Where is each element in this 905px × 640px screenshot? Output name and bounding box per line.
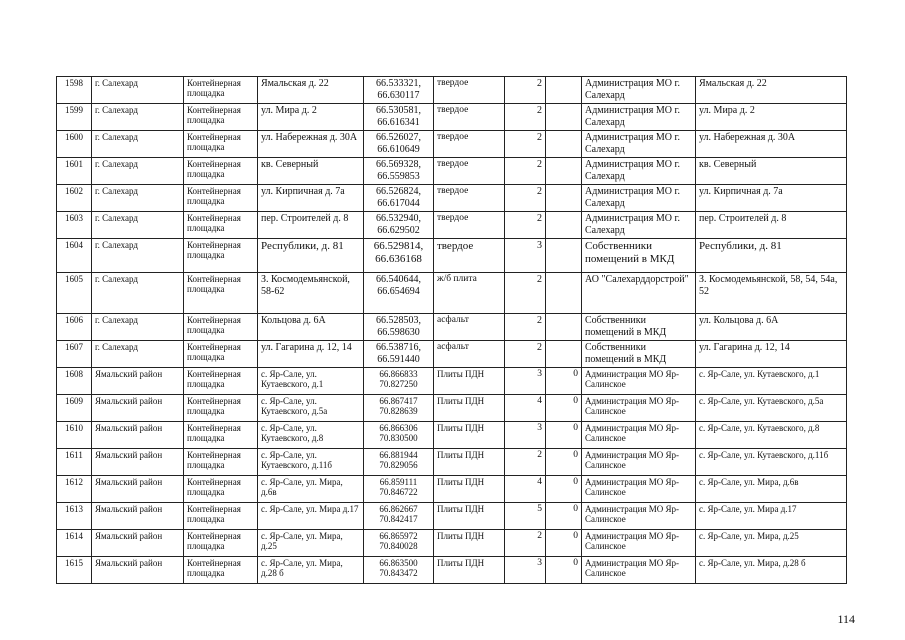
owner-cell: Администрация МО г. Салехард — [582, 77, 696, 104]
waste-source-cell: Республики, д. 81 — [696, 239, 847, 273]
surface-cell: Плиты ПДН — [434, 395, 505, 422]
address-cell: пер. Строителей д. 8 — [258, 212, 364, 239]
site-type-cell: Контейнерная площадка — [184, 476, 258, 503]
coordinates-cell: 66.526824, 66.617044 — [364, 185, 434, 212]
coordinates-cell: 66.866833 70.827250 — [364, 368, 434, 395]
extra-count-cell: 0 — [546, 395, 582, 422]
table-row — [57, 77, 847, 104]
waste-source-cell: ул. Гагарина д. 12, 14 — [696, 341, 847, 368]
container-count-cell: 2 — [505, 314, 546, 341]
owner-cell: Администрация МО Яр-Салинское — [582, 557, 696, 584]
surface-cell: твердое — [434, 104, 505, 131]
page-number: 114 — [837, 612, 855, 626]
site-type-cell: Контейнерная площадка — [184, 449, 258, 476]
owner-cell: Администрация МО Яр-Салинское — [582, 368, 696, 395]
container-count-cell: 2 — [505, 77, 546, 104]
row-number-cell: 1600 — [57, 131, 92, 158]
registry-table — [56, 76, 847, 584]
table-row — [57, 368, 847, 395]
table-row — [57, 503, 847, 530]
table-row — [57, 314, 847, 341]
surface-cell: Плиты ПДН — [434, 503, 505, 530]
address-cell: Ямальская д. 22 — [258, 77, 364, 104]
row-number-cell: 1598 — [57, 77, 92, 104]
site-type-cell: Контейнерная площадка — [184, 77, 258, 104]
row-number-cell: 1613 — [57, 503, 92, 530]
site-type-cell: Контейнерная площадка — [184, 395, 258, 422]
container-count-cell: 4 — [505, 476, 546, 503]
surface-cell: твердое — [434, 212, 505, 239]
waste-source-cell: ул. Набережная д. 30А — [696, 131, 847, 158]
site-type-cell: Контейнерная площадка — [184, 530, 258, 557]
waste-source-cell: З. Космодемьянской, 58, 54, 54а, 52 — [696, 273, 847, 314]
owner-cell: Администрация МО Яр-Салинское — [582, 476, 696, 503]
district-cell: г. Салехард — [92, 212, 184, 239]
extra-count-cell: 0 — [546, 422, 582, 449]
table-row — [57, 273, 847, 314]
district-cell: Ямальский район — [92, 530, 184, 557]
coordinates-cell: 66.528503, 66.598630 — [364, 314, 434, 341]
extra-count-cell — [546, 185, 582, 212]
site-type-cell: Контейнерная площадка — [184, 185, 258, 212]
address-cell: ул. Мира д. 2 — [258, 104, 364, 131]
surface-cell: твердое — [434, 239, 505, 273]
extra-count-cell — [546, 273, 582, 314]
row-number-cell: 1614 — [57, 530, 92, 557]
address-cell: Кольцова д. 6А — [258, 314, 364, 341]
address-cell: З. Космодемьянской, 58-62 — [258, 273, 364, 314]
table-row — [57, 104, 847, 131]
container-count-cell: 2 — [505, 530, 546, 557]
extra-count-cell — [546, 212, 582, 239]
coordinates-cell: 66.538716, 66.591440 — [364, 341, 434, 368]
surface-cell: Плиты ПДН — [434, 422, 505, 449]
row-number-cell: 1601 — [57, 158, 92, 185]
coordinates-cell: 66.532940, 66.629502 — [364, 212, 434, 239]
address-cell: с. Яр-Сале, ул. Кутаевского, д.8 — [258, 422, 364, 449]
waste-source-cell: с. Яр-Сале, ул. Мира д.17 — [696, 503, 847, 530]
owner-cell: Администрация МО Яр-Салинское — [582, 395, 696, 422]
waste-source-cell: Ямальская д. 22 — [696, 77, 847, 104]
site-type-cell: Контейнерная площадка — [184, 314, 258, 341]
district-cell: г. Салехард — [92, 104, 184, 131]
surface-cell: твердое — [434, 131, 505, 158]
table-row — [57, 341, 847, 368]
coordinates-cell: 66.863500 70.843472 — [364, 557, 434, 584]
site-type-cell: Контейнерная площадка — [184, 212, 258, 239]
extra-count-cell: 0 — [546, 557, 582, 584]
extra-count-cell — [546, 131, 582, 158]
container-count-cell: 2 — [505, 273, 546, 314]
site-type-cell: Контейнерная площадка — [184, 104, 258, 131]
coordinates-cell: 66.533321, 66.630117 — [364, 77, 434, 104]
table-row — [57, 185, 847, 212]
container-count-cell: 2 — [505, 185, 546, 212]
owner-cell: Собственники помещений в МКД — [582, 239, 696, 273]
surface-cell: Плиты ПДН — [434, 530, 505, 557]
row-number-cell: 1610 — [57, 422, 92, 449]
row-number-cell: 1615 — [57, 557, 92, 584]
waste-source-cell: с. Яр-Сале, ул. Мира, д.25 — [696, 530, 847, 557]
site-type-cell: Контейнерная площадка — [184, 239, 258, 273]
surface-cell: твердое — [434, 158, 505, 185]
extra-count-cell — [546, 341, 582, 368]
owner-cell: Администрация МО г. Салехард — [582, 104, 696, 131]
owner-cell: Администрация МО Яр-Салинское — [582, 422, 696, 449]
row-number-cell: 1607 — [57, 341, 92, 368]
surface-cell: Плиты ПДН — [434, 449, 505, 476]
table-row — [57, 239, 847, 273]
coordinates-cell: 66.569328, 66.559853 — [364, 158, 434, 185]
district-cell: Ямальский район — [92, 503, 184, 530]
container-count-cell: 3 — [505, 368, 546, 395]
table-row — [57, 449, 847, 476]
waste-source-cell: ул. Кирпичная д. 7а — [696, 185, 847, 212]
container-count-cell: 2 — [505, 104, 546, 131]
district-cell: г. Салехард — [92, 341, 184, 368]
district-cell: Ямальский район — [92, 422, 184, 449]
owner-cell: Администрация МО г. Салехард — [582, 212, 696, 239]
district-cell: Ямальский район — [92, 449, 184, 476]
district-cell: Ямальский район — [92, 368, 184, 395]
table-row — [57, 131, 847, 158]
address-cell: ул. Кирпичная д. 7а — [258, 185, 364, 212]
owner-cell: Администрация МО г. Салехард — [582, 158, 696, 185]
extra-count-cell — [546, 104, 582, 131]
container-count-cell: 4 — [505, 395, 546, 422]
container-count-cell: 3 — [505, 239, 546, 273]
waste-source-cell: пер. Строителей д. 8 — [696, 212, 847, 239]
surface-cell: Плиты ПДН — [434, 557, 505, 584]
surface-cell: Плиты ПДН — [434, 368, 505, 395]
site-type-cell: Контейнерная площадка — [184, 131, 258, 158]
row-number-cell: 1599 — [57, 104, 92, 131]
owner-cell: Администрация МО Яр-Салинское — [582, 503, 696, 530]
district-cell: г. Салехард — [92, 273, 184, 314]
table-row — [57, 422, 847, 449]
extra-count-cell: 0 — [546, 368, 582, 395]
district-cell: г. Салехард — [92, 185, 184, 212]
coordinates-cell: 66.529814, 66.636168 — [364, 239, 434, 273]
coordinates-cell: 66.526027, 66.610649 — [364, 131, 434, 158]
address-cell: с. Яр-Сале, ул. Кутаевского, д.5а — [258, 395, 364, 422]
coordinates-cell: 66.867417 70.828639 — [364, 395, 434, 422]
site-type-cell: Контейнерная площадка — [184, 557, 258, 584]
site-type-cell: Контейнерная площадка — [184, 368, 258, 395]
address-cell: Республики, д. 81 — [258, 239, 364, 273]
container-count-cell: 2 — [505, 341, 546, 368]
table-row — [57, 530, 847, 557]
container-count-cell: 2 — [505, 449, 546, 476]
extra-count-cell — [546, 158, 582, 185]
row-number-cell: 1605 — [57, 273, 92, 314]
owner-cell: Администрация МО г. Салехард — [582, 185, 696, 212]
container-count-cell: 3 — [505, 557, 546, 584]
waste-source-cell: с. Яр-Сале, ул. Кутаевского, д.1 — [696, 368, 847, 395]
district-cell: Ямальский район — [92, 557, 184, 584]
extra-count-cell — [546, 314, 582, 341]
waste-source-cell: ул. Кольцова д. 6А — [696, 314, 847, 341]
row-number-cell: 1602 — [57, 185, 92, 212]
district-cell: Ямальский район — [92, 395, 184, 422]
waste-source-cell: ул. Мира д. 2 — [696, 104, 847, 131]
table-row — [57, 476, 847, 503]
extra-count-cell — [546, 77, 582, 104]
site-type-cell: Контейнерная площадка — [184, 422, 258, 449]
surface-cell: асфальт — [434, 314, 505, 341]
row-number-cell: 1604 — [57, 239, 92, 273]
owner-cell: АО "Салехарддорстрой" — [582, 273, 696, 314]
extra-count-cell: 0 — [546, 449, 582, 476]
row-number-cell: 1612 — [57, 476, 92, 503]
surface-cell: ж/б плита — [434, 273, 505, 314]
table-row — [57, 158, 847, 185]
table-row — [57, 395, 847, 422]
container-count-cell: 2 — [505, 212, 546, 239]
row-number-cell: 1611 — [57, 449, 92, 476]
coordinates-cell: 66.530581, 66.616341 — [364, 104, 434, 131]
waste-source-cell: кв. Северный — [696, 158, 847, 185]
coordinates-cell: 66.865972 70.840028 — [364, 530, 434, 557]
owner-cell: Собственники помещений в МКД — [582, 341, 696, 368]
coordinates-cell: 66.862667 70.842417 — [364, 503, 434, 530]
site-type-cell: Контейнерная площадка — [184, 503, 258, 530]
site-type-cell: Контейнерная площадка — [184, 273, 258, 314]
surface-cell: Плиты ПДН — [434, 476, 505, 503]
container-count-cell: 2 — [505, 131, 546, 158]
waste-source-cell: с. Яр-Сале, ул. Мира, д.6в — [696, 476, 847, 503]
surface-cell: асфальт — [434, 341, 505, 368]
site-type-cell: Контейнерная площадка — [184, 341, 258, 368]
district-cell: г. Салехард — [92, 131, 184, 158]
extra-count-cell: 0 — [546, 476, 582, 503]
coordinates-cell: 66.540644, 66.654694 — [364, 273, 434, 314]
address-cell: с. Яр-Сале, ул. Кутаевского, д.1 — [258, 368, 364, 395]
address-cell: с. Яр-Сале, ул. Кутаевского, д.11б — [258, 449, 364, 476]
coordinates-cell: 66.866306 70.830500 — [364, 422, 434, 449]
address-cell: с. Яр-Сале, ул. Мира, д.6в — [258, 476, 364, 503]
address-cell: кв. Северный — [258, 158, 364, 185]
owner-cell: Собственники помещений в МКД — [582, 314, 696, 341]
surface-cell: твердое — [434, 185, 505, 212]
extra-count-cell: 0 — [546, 530, 582, 557]
coordinates-cell: 66.859111 70.846722 — [364, 476, 434, 503]
owner-cell: Администрация МО Яр-Салинское — [582, 530, 696, 557]
surface-cell: твердое — [434, 77, 505, 104]
address-cell: с. Яр-Сале, ул. Мира д.17 — [258, 503, 364, 530]
district-cell: г. Салехард — [92, 158, 184, 185]
table-row — [57, 212, 847, 239]
district-cell: г. Салехард — [92, 314, 184, 341]
row-number-cell: 1603 — [57, 212, 92, 239]
container-count-cell: 3 — [505, 422, 546, 449]
extra-count-cell — [546, 239, 582, 273]
owner-cell: Администрация МО Яр-Салинское — [582, 449, 696, 476]
address-cell: с. Яр-Сале, ул. Мира, д.25 — [258, 530, 364, 557]
row-number-cell: 1608 — [57, 368, 92, 395]
address-cell: ул. Набережная д. 30А — [258, 131, 364, 158]
extra-count-cell: 0 — [546, 503, 582, 530]
container-count-cell: 2 — [505, 158, 546, 185]
district-cell: Ямальский район — [92, 476, 184, 503]
waste-source-cell: с. Яр-Сале, ул. Мира, д.28 б — [696, 557, 847, 584]
site-type-cell: Контейнерная площадка — [184, 158, 258, 185]
owner-cell: Администрация МО г. Салехард — [582, 131, 696, 158]
coordinates-cell: 66.881944 70.829056 — [364, 449, 434, 476]
container-count-cell: 5 — [505, 503, 546, 530]
row-number-cell: 1609 — [57, 395, 92, 422]
district-cell: г. Салехард — [92, 239, 184, 273]
registry-table-body — [57, 77, 847, 584]
waste-source-cell: с. Яр-Сале, ул. Кутаевского, д.11б — [696, 449, 847, 476]
address-cell: ул. Гагарина д. 12, 14 — [258, 341, 364, 368]
row-number-cell: 1606 — [57, 314, 92, 341]
district-cell: г. Салехард — [92, 77, 184, 104]
address-cell: с. Яр-Сале, ул. Мира, д.28 б — [258, 557, 364, 584]
table-row — [57, 557, 847, 584]
waste-source-cell: с. Яр-Сале, ул. Кутаевского, д.5а — [696, 395, 847, 422]
waste-source-cell: с. Яр-Сале, ул. Кутаевского, д.8 — [696, 422, 847, 449]
